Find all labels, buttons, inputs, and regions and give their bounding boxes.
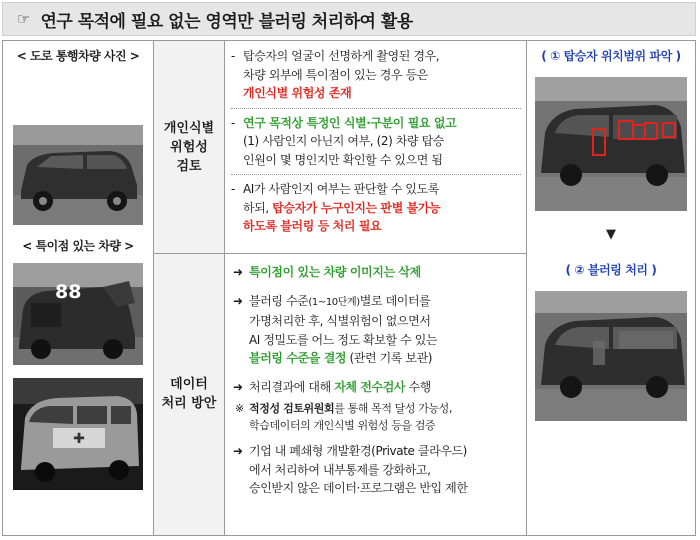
text-line: 가명처리한 후, 식별위험이 없으면서 [249, 314, 431, 328]
bullet-dash: - [231, 115, 235, 130]
row-label-line: 검토 [176, 159, 202, 174]
text-line [249, 400, 521, 417]
text-line [249, 349, 521, 368]
van-with-sign-photo-icon [13, 378, 143, 490]
text-span: 블러링 수준 [249, 293, 309, 308]
bullet-dash: - [231, 182, 235, 196]
text-span: 하되, [243, 200, 273, 215]
text-span: (관련 기록 보관) [346, 351, 433, 365]
car-photo-icon [13, 125, 143, 225]
special-car-label: < 특이점 있는 차량 > [22, 239, 134, 253]
row-label-data-processing [154, 375, 224, 413]
highlight-green: 특이점이 있는 차량 이미지는 삭제 [249, 265, 421, 279]
text-span: (1~10단계) [308, 296, 360, 308]
step1-label: ( ① 탑승자 위치범위 파악 ) [541, 49, 681, 63]
road-car-label: < 도로 통행차량 사진 > [16, 49, 140, 63]
data-processing-content [231, 263, 521, 498]
text-line [249, 292, 521, 313]
note-mark-icon: ※ [235, 402, 244, 415]
title-bar [2, 2, 696, 36]
row-label-line: 위험성 [170, 140, 208, 155]
highlight-red: 탑승자가 누구인지는 판별 불가능 [272, 200, 441, 215]
main-table [2, 40, 696, 536]
text-line: AI가 사람인지 여부는 판단할 수 있도록 [243, 182, 439, 196]
dotted-separator [231, 108, 521, 109]
car-with-number-photo-icon [13, 263, 143, 365]
svg-text:✚: ✚ [73, 431, 85, 447]
text-span: 수행 [405, 379, 431, 394]
text-line: 학습데이터의 개인식별 위험성 등을 검증 [249, 419, 436, 432]
right-process-column [527, 41, 695, 535]
risk-paragraph-2 [231, 114, 521, 170]
highlight-green: 블러링 수준을 결정 [249, 351, 347, 365]
text-span: 별로 데이터를 [359, 293, 431, 308]
text-line: 승인받지 않은 데이터·프로그램은 반입 제한 [249, 481, 468, 495]
category-column [154, 41, 224, 535]
risk-paragraph-1 [231, 47, 521, 103]
highlight-red: 개인식별 위험성 존재 [243, 86, 352, 100]
down-arrow-icon: ▼ [606, 227, 616, 242]
risk-review-content [231, 47, 521, 236]
row-label-risk-review [154, 119, 224, 176]
step2-label: ( ② 블러링 처리 ) [565, 263, 657, 277]
arrow-icon: ➜ [233, 379, 243, 394]
text-span: 처리결과에 대해 [249, 379, 335, 394]
review-note [231, 400, 521, 434]
risk-paragraph-3 [231, 180, 521, 236]
pointing-hand-icon: ☞ [17, 10, 31, 28]
row-divider [154, 253, 526, 254]
processing-item-3 [231, 378, 521, 397]
left-photo-column [3, 41, 153, 535]
processing-item-1 [231, 263, 521, 282]
arrow-icon: ➜ [233, 265, 243, 279]
text-line: 에서 처리하여 내부통제를 강화하고, [249, 462, 431, 477]
row-label-line: 데이터 [170, 377, 208, 392]
text-line: AI 정밀도를 어느 정도 확보할 수 있는 [249, 332, 438, 347]
highlight-green: 자체 전수검사 [334, 379, 406, 394]
text-line [243, 199, 521, 218]
bullet-dash: - [231, 49, 235, 63]
blurred-car-photo [535, 291, 687, 421]
processing-item-2 [231, 292, 521, 368]
processing-item-4 [231, 442, 521, 498]
highlight-red: 하도록 블러링 등 처리 필요 [243, 219, 382, 233]
text-line: (1) 사람인지 아닌지 여부, (2) 차량 탑승 [243, 134, 444, 148]
dotted-separator [231, 174, 521, 175]
text-span: 적정성 검토위원회 [249, 402, 335, 415]
arrow-icon: ➜ [233, 444, 243, 458]
highlight-green: 연구 목적상 특정인 식별·구분이 필요 없고 [243, 115, 457, 130]
row-label-line: 처리 방안 [161, 396, 217, 411]
column-divider [224, 41, 225, 535]
text-line: 탑승자의 얼굴이 선명하게 촬영된 경우, [243, 49, 440, 63]
vehicle-number: 88 [55, 281, 82, 303]
passenger-detection-photo [535, 77, 687, 211]
page-title: 연구 목적에 필요 없는 영역만 블러링 처리하여 활용 [40, 11, 413, 32]
arrow-icon: ➜ [233, 293, 243, 308]
row-label-line: 개인식별 [163, 121, 215, 136]
text-line: 기업 내 폐쇄형 개발환경(Private 클라우드) [249, 444, 467, 458]
text-line: 인원이 몇 명인지만 확인할 수 있으면 됨 [243, 152, 443, 167]
text-span: 를 통해 목적 달성 가능성, [334, 402, 452, 415]
text-line: 차량 외부에 특이점이 있는 경우 등은 [243, 67, 428, 82]
